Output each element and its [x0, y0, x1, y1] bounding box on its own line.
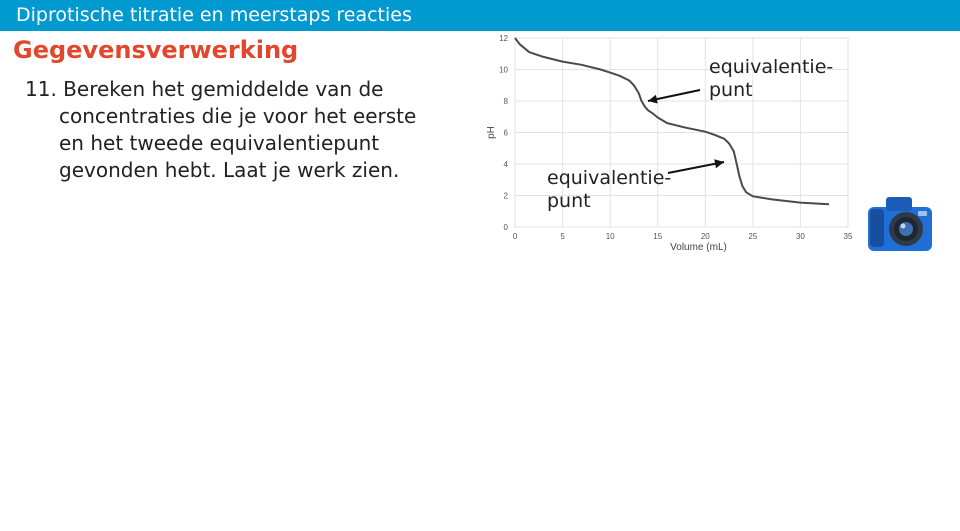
annotation-lower [547, 167, 671, 213]
y-tick-label: 12 [499, 34, 508, 43]
annotation-upper [709, 56, 833, 102]
y-tick-label: 0 [503, 223, 508, 232]
y-tick-label: 10 [499, 65, 508, 75]
x-tick-label: 20 [700, 232, 710, 241]
y-tick-label: 2 [503, 191, 508, 201]
question-line: gevonden hebt. Laat je werk zien. [59, 158, 400, 182]
annotation-lower-line1: equivalentie- [547, 167, 672, 189]
question-line: en het tweede equivalentiepunt [59, 131, 380, 155]
x-tick-label: 0 [512, 232, 518, 241]
y-axis-label: pH [486, 126, 497, 139]
x-tick-label: 25 [748, 232, 758, 241]
header-title: Diprotische titratie en meerstaps reacties [16, 4, 412, 26]
x-tick-label: 15 [653, 232, 663, 241]
y-tick-label: 4 [503, 160, 508, 169]
x-tick-label: 35 [843, 232, 853, 241]
annotation-upper-line2: punt [709, 79, 753, 101]
x-tick-label: 5 [560, 232, 565, 241]
y-tick-label: 6 [503, 128, 508, 138]
x-tick-label: 30 [795, 232, 805, 241]
x-tick-label: 10 [605, 232, 615, 241]
x-axis-label: Volume (mL) [670, 242, 727, 253]
section-title: Gegevensverwerking [13, 36, 299, 64]
question-line: 11. Bereken het gemiddelde van de [25, 77, 384, 101]
annotation-lower-line2: punt [547, 190, 591, 212]
question-line: concentraties die je voor het eerste [59, 104, 417, 128]
y-tick-label: 8 [503, 97, 508, 106]
camera-icon [866, 193, 934, 253]
annotation-upper-line1: equivalentie- [709, 56, 834, 78]
